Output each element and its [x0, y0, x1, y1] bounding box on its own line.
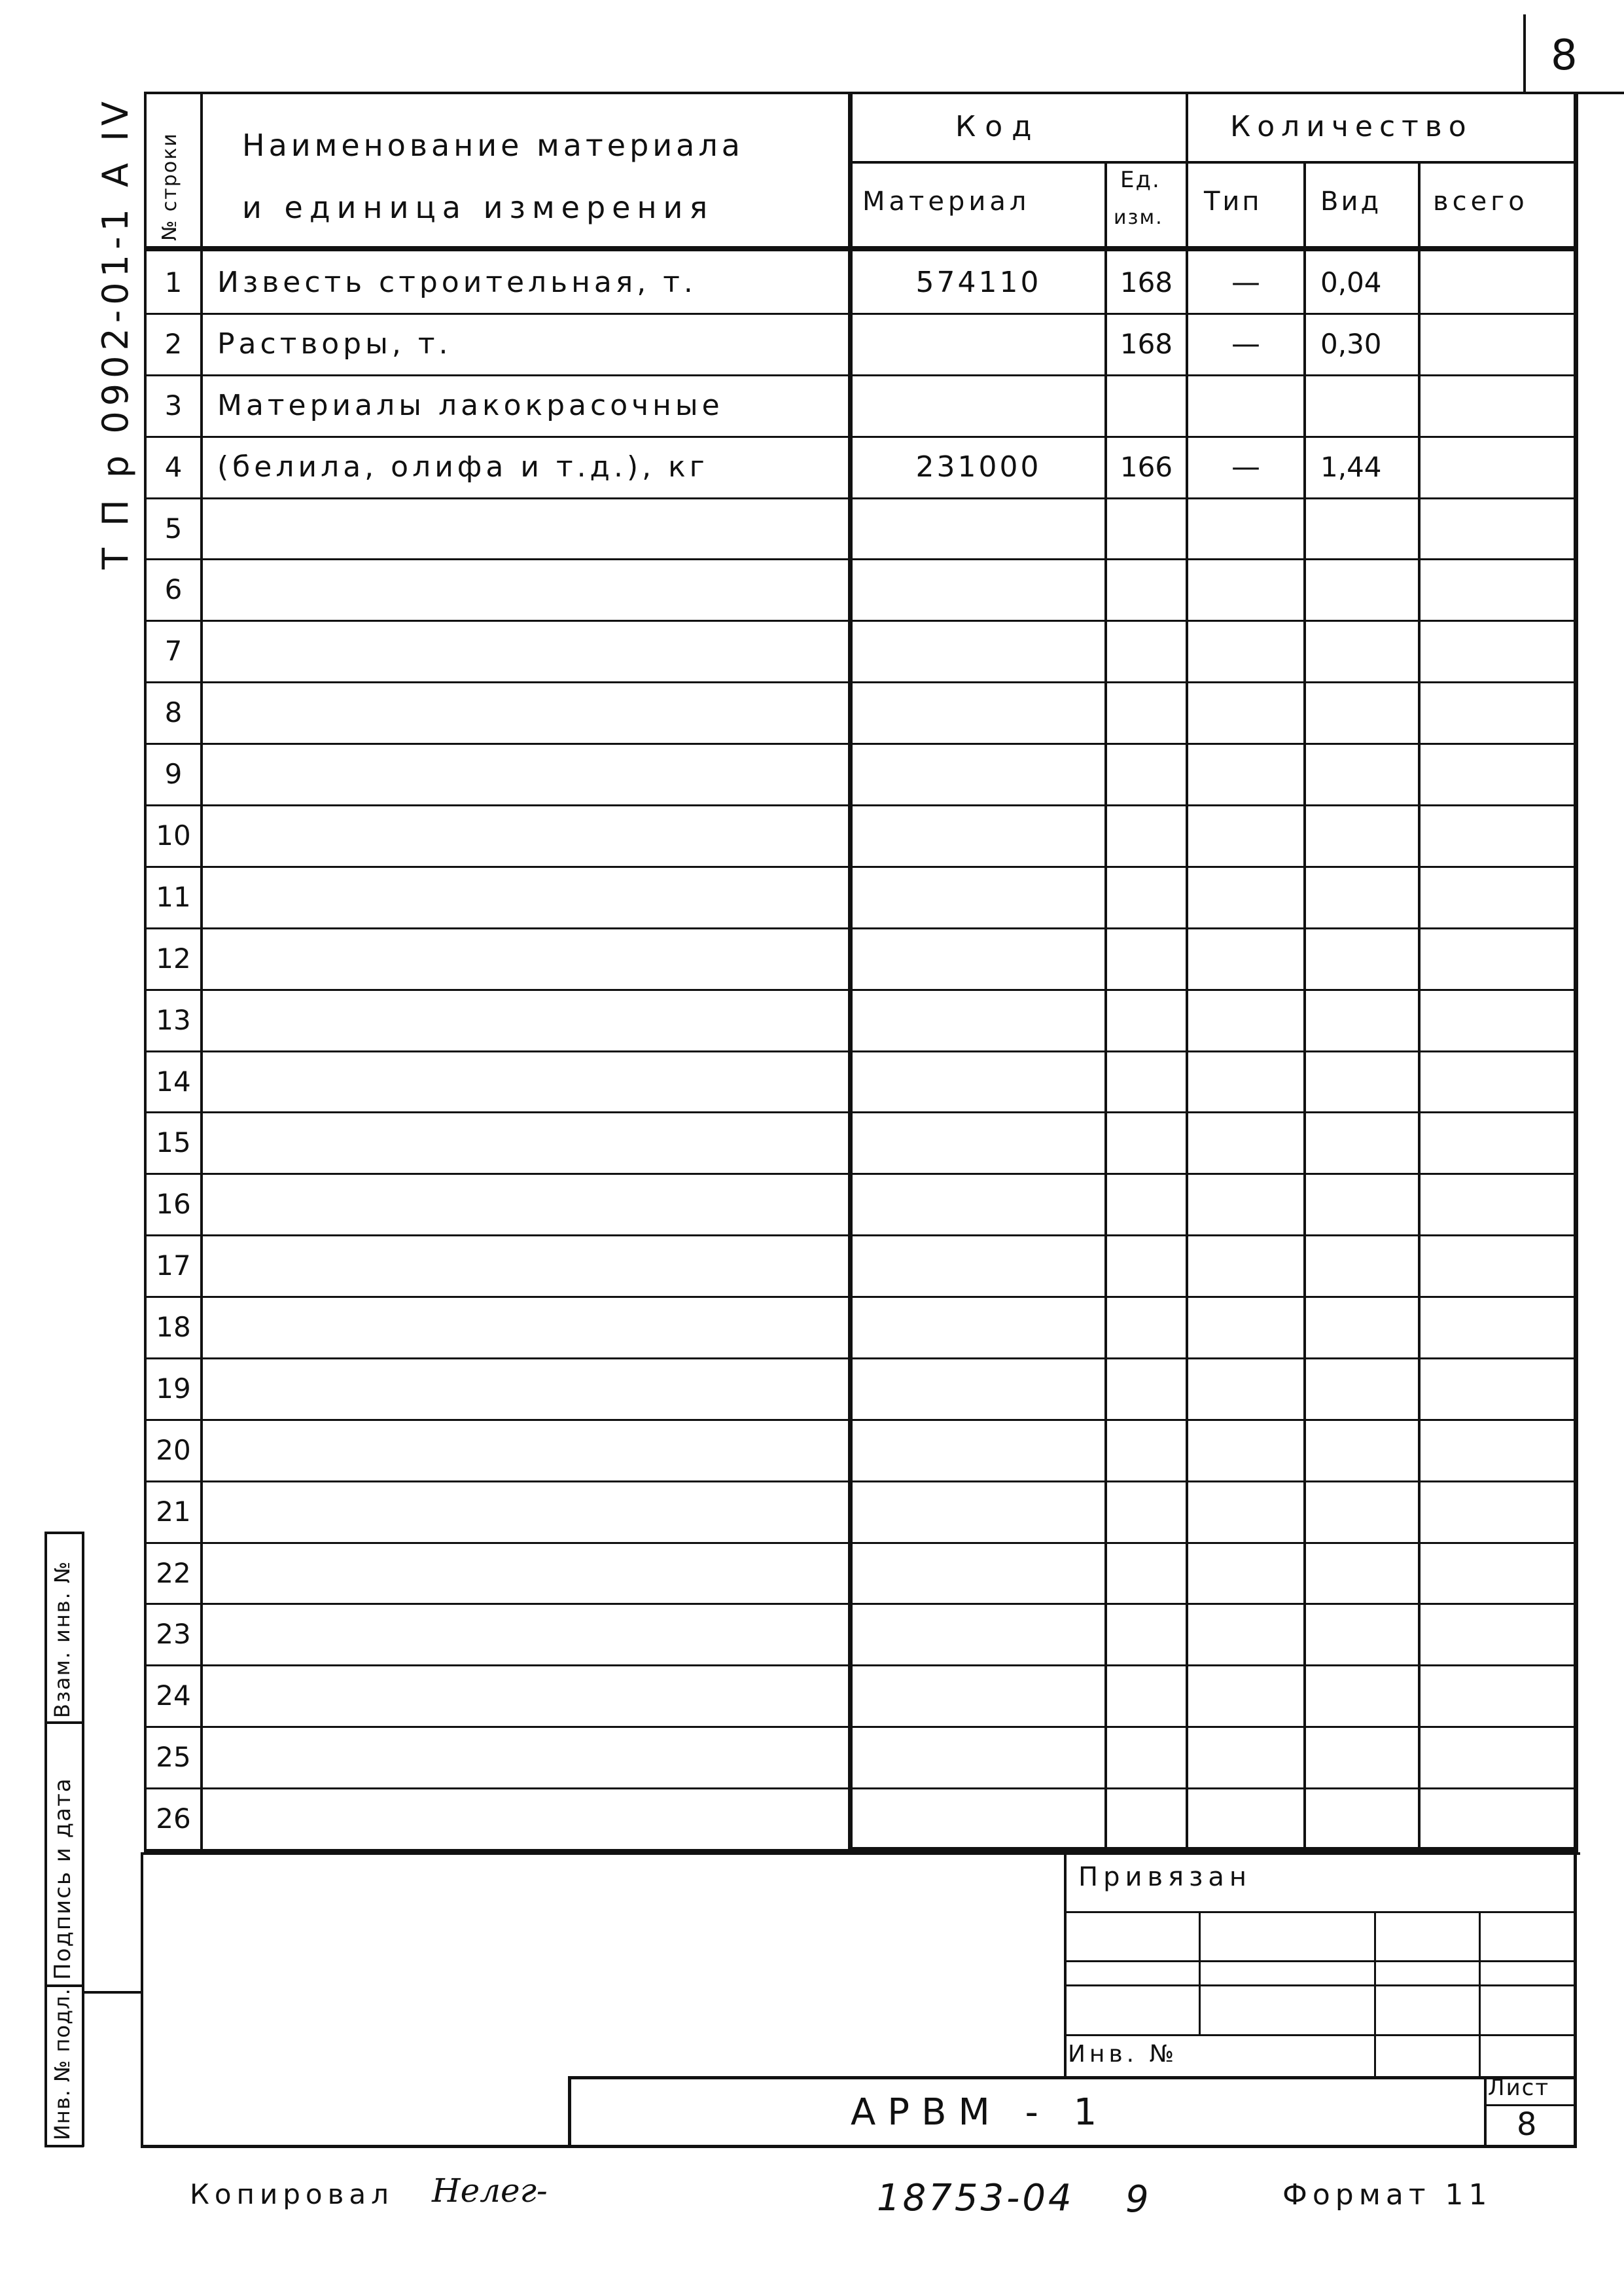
cell-kind	[1306, 1480, 1418, 1542]
stamp-doc-code: АРВМ - 1	[851, 2091, 1109, 2134]
cell-name	[203, 1664, 848, 1726]
cell-name: Материалы лакокрасочные	[217, 388, 724, 422]
cell-name	[203, 620, 848, 681]
row-number: 11	[156, 880, 191, 913]
cell-material	[853, 804, 1104, 866]
row-number: 19	[156, 1372, 191, 1405]
cell-name	[203, 681, 848, 743]
cell-material	[853, 313, 1104, 374]
side-document-code: Т П р 0902-01-1 А IV	[95, 96, 136, 569]
cell-total	[1421, 1234, 1574, 1296]
header-name-line2: и единица измерения	[242, 190, 715, 225]
cell-type	[1188, 1173, 1303, 1234]
cell-kind	[1306, 1357, 1418, 1419]
row-number: 16	[156, 1187, 191, 1220]
row-number: 6	[164, 573, 183, 605]
cell-unit	[1107, 1173, 1186, 1234]
cell-type	[1188, 558, 1303, 620]
cell-unit	[1107, 1296, 1186, 1357]
cell-unit	[1107, 866, 1186, 927]
cell-unit: 166	[1120, 450, 1173, 483]
row-number: 9	[164, 757, 183, 790]
cell-material	[853, 927, 1104, 989]
cell-material: 574110	[915, 265, 1042, 299]
cell-kind	[1306, 1787, 1418, 1849]
cell-material	[853, 620, 1104, 681]
cell-unit	[1107, 497, 1186, 559]
cell-kind	[1306, 1664, 1418, 1726]
cell-unit	[1107, 1787, 1186, 1849]
cell-unit	[1107, 989, 1186, 1050]
row-number: 18	[156, 1310, 191, 1343]
cell-total	[1421, 374, 1574, 436]
stamp-sheet-number: 8	[1517, 2106, 1537, 2143]
footer-format: Формат 11	[1282, 2178, 1492, 2212]
cell-type	[1188, 743, 1303, 804]
cell-name: Растворы, т.	[217, 327, 452, 361]
cell-type: —	[1231, 265, 1260, 299]
cell-unit	[1107, 927, 1186, 989]
cell-material	[853, 1173, 1104, 1234]
cell-name	[203, 1234, 848, 1296]
cell-unit	[1107, 374, 1186, 436]
header-unit-line2: изм.	[1114, 206, 1163, 229]
cell-name	[203, 1050, 848, 1112]
row-number: 23	[156, 1617, 191, 1650]
cell-type	[1188, 1419, 1303, 1480]
cell-total	[1421, 743, 1574, 804]
cell-material	[853, 1542, 1104, 1604]
row-number: 3	[164, 389, 183, 422]
cell-kind	[1306, 1542, 1418, 1604]
cell-material	[853, 1111, 1104, 1173]
cell-material	[853, 497, 1104, 559]
footer-signature: Нелег-	[432, 2172, 548, 2210]
stamp-inv-no: Инв. №	[1068, 2041, 1178, 2068]
row-number: 10	[156, 819, 191, 852]
cell-kind	[1306, 558, 1418, 620]
row-number: 26	[156, 1802, 191, 1835]
cell-unit	[1107, 743, 1186, 804]
cell-type	[1188, 1603, 1303, 1664]
cell-name	[203, 497, 848, 559]
cell-type	[1188, 1664, 1303, 1726]
row-number: 15	[156, 1126, 191, 1158]
cell-total	[1421, 1296, 1574, 1357]
row-number: 24	[156, 1679, 191, 1712]
cell-material	[853, 1726, 1104, 1787]
cell-unit	[1107, 1234, 1186, 1296]
cell-total	[1421, 251, 1574, 313]
cell-total	[1421, 436, 1574, 497]
cell-material	[853, 743, 1104, 804]
cell-total	[1421, 1419, 1574, 1480]
cell-type	[1188, 1726, 1303, 1787]
cell-kind	[1306, 1296, 1418, 1357]
cell-total	[1421, 497, 1574, 559]
cell-total	[1421, 1357, 1574, 1419]
cell-name	[203, 1480, 848, 1542]
cell-type	[1188, 989, 1303, 1050]
cell-total	[1421, 558, 1574, 620]
header-kind: Вид	[1320, 187, 1382, 217]
cell-name	[203, 1173, 848, 1234]
side-replace-inv: Взам. инв. №	[50, 1560, 75, 1718]
cell-total	[1421, 1542, 1574, 1604]
cell-kind	[1306, 497, 1418, 559]
cell-type: —	[1231, 450, 1260, 484]
cell-total	[1421, 620, 1574, 681]
cell-unit	[1107, 804, 1186, 866]
cell-type	[1188, 1480, 1303, 1542]
cell-material	[853, 1050, 1104, 1112]
footer-number: 18753-04	[877, 2177, 1074, 2219]
row-number: 1	[164, 266, 183, 298]
cell-kind	[1306, 620, 1418, 681]
cell-name	[203, 1111, 848, 1173]
cell-kind: 0,04	[1320, 266, 1382, 298]
header-code: Код	[955, 110, 1041, 143]
cell-name	[203, 743, 848, 804]
row-number: 2	[164, 327, 183, 360]
row-number: 20	[156, 1433, 191, 1466]
stamp-privyazan: Привязан	[1078, 1862, 1252, 1892]
cell-name	[203, 1787, 848, 1849]
cell-type	[1188, 681, 1303, 743]
cell-type	[1188, 1787, 1303, 1849]
header-name-line1: Наименование материала	[242, 128, 744, 163]
cell-material	[853, 866, 1104, 927]
cell-type	[1188, 1050, 1303, 1112]
cell-unit	[1107, 1542, 1186, 1604]
cell-material	[853, 374, 1104, 436]
cell-material	[853, 1480, 1104, 1542]
cell-total	[1421, 804, 1574, 866]
cell-total	[1421, 1111, 1574, 1173]
cell-total	[1421, 313, 1574, 374]
row-number: 4	[164, 450, 183, 483]
cell-material: 231000	[915, 450, 1042, 484]
header-total: всего	[1433, 187, 1528, 217]
cell-type	[1188, 1234, 1303, 1296]
cell-kind	[1306, 804, 1418, 866]
cell-name	[203, 1726, 848, 1787]
cell-total	[1421, 681, 1574, 743]
cell-type: —	[1231, 327, 1260, 361]
cell-total	[1421, 927, 1574, 989]
cell-type	[1188, 374, 1303, 436]
row-number: 8	[164, 696, 183, 728]
cell-kind	[1306, 927, 1418, 989]
row-number: 25	[156, 1740, 191, 1773]
cell-type	[1188, 1296, 1303, 1357]
cell-name	[203, 1296, 848, 1357]
cell-kind	[1306, 1419, 1418, 1480]
cell-type	[1188, 1111, 1303, 1173]
header-quantity: Количество	[1230, 110, 1473, 143]
cell-material	[853, 1787, 1104, 1849]
side-sign-date: Подпись и дата	[50, 1777, 76, 1980]
cell-name	[203, 989, 848, 1050]
cell-unit	[1107, 558, 1186, 620]
cell-unit	[1107, 1419, 1186, 1480]
cell-kind	[1306, 743, 1418, 804]
cell-total	[1421, 1050, 1574, 1112]
cell-kind	[1306, 989, 1418, 1050]
cell-kind	[1306, 374, 1418, 436]
cell-unit	[1107, 1726, 1186, 1787]
cell-kind	[1306, 1603, 1418, 1664]
cell-material	[853, 681, 1104, 743]
header-type: Тип	[1204, 187, 1262, 217]
header-row-number: № строки	[158, 132, 181, 241]
cell-total	[1421, 866, 1574, 927]
cell-unit	[1107, 1050, 1186, 1112]
side-inv-orig: Инв. № подл.	[50, 1988, 75, 2140]
row-number: 13	[156, 1003, 191, 1036]
cell-unit	[1107, 681, 1186, 743]
cell-material	[853, 1296, 1104, 1357]
cell-total	[1421, 989, 1574, 1050]
cell-name	[203, 1357, 848, 1419]
cell-kind	[1306, 1173, 1418, 1234]
cell-material	[853, 1234, 1104, 1296]
cell-type	[1188, 927, 1303, 989]
cell-total	[1421, 1603, 1574, 1664]
cell-unit	[1107, 1664, 1186, 1726]
cell-material	[853, 989, 1104, 1050]
cell-name: (белила, олифа и т.д.), кг	[217, 450, 709, 484]
cell-kind	[1306, 866, 1418, 927]
cell-type	[1188, 866, 1303, 927]
row-number: 22	[156, 1556, 191, 1589]
cell-name	[203, 1542, 848, 1604]
cell-unit	[1107, 1603, 1186, 1664]
cell-total	[1421, 1664, 1574, 1726]
cell-unit	[1107, 620, 1186, 681]
footer-copied-label: Копировал	[190, 2178, 394, 2210]
cell-material	[853, 1419, 1104, 1480]
cell-kind: 0,30	[1320, 327, 1382, 360]
cell-name	[203, 1603, 848, 1664]
cell-kind: 1,44	[1320, 450, 1382, 483]
cell-unit: 168	[1120, 327, 1173, 360]
cell-kind	[1306, 681, 1418, 743]
row-number: 7	[164, 634, 183, 667]
cell-total	[1421, 1480, 1574, 1542]
cell-total	[1421, 1787, 1574, 1849]
row-number: 17	[156, 1249, 191, 1282]
cell-material	[853, 1357, 1104, 1419]
cell-kind	[1306, 1111, 1418, 1173]
cell-unit	[1107, 1111, 1186, 1173]
page-number: 8	[1551, 31, 1578, 80]
cell-name: Известь строительная, т.	[217, 265, 697, 299]
row-number: 14	[156, 1065, 191, 1098]
cell-name	[203, 927, 848, 989]
row-number: 12	[156, 942, 191, 975]
row-number: 5	[164, 512, 183, 545]
header-material: Материал	[862, 187, 1031, 217]
cell-total	[1421, 1173, 1574, 1234]
cell-kind	[1306, 1234, 1418, 1296]
footer-sheet: 9	[1125, 2178, 1149, 2221]
cell-type	[1188, 1542, 1303, 1604]
cell-name	[203, 558, 848, 620]
cell-material	[853, 558, 1104, 620]
cell-type	[1188, 620, 1303, 681]
cell-unit: 168	[1120, 266, 1173, 298]
cell-name	[203, 866, 848, 927]
cell-unit	[1107, 1480, 1186, 1542]
cell-type	[1188, 804, 1303, 866]
header-unit-line1: Ед.	[1120, 167, 1161, 193]
cell-kind	[1306, 1050, 1418, 1112]
cell-material	[853, 1603, 1104, 1664]
cell-type	[1188, 1357, 1303, 1419]
cell-kind	[1306, 1726, 1418, 1787]
cell-name	[203, 804, 848, 866]
stamp-sheet-label: Лист	[1488, 2075, 1550, 2101]
cell-unit	[1107, 1357, 1186, 1419]
row-number: 21	[156, 1495, 191, 1528]
cell-type	[1188, 497, 1303, 559]
cell-name	[203, 1419, 848, 1480]
cell-material	[853, 1664, 1104, 1726]
cell-total	[1421, 1726, 1574, 1787]
